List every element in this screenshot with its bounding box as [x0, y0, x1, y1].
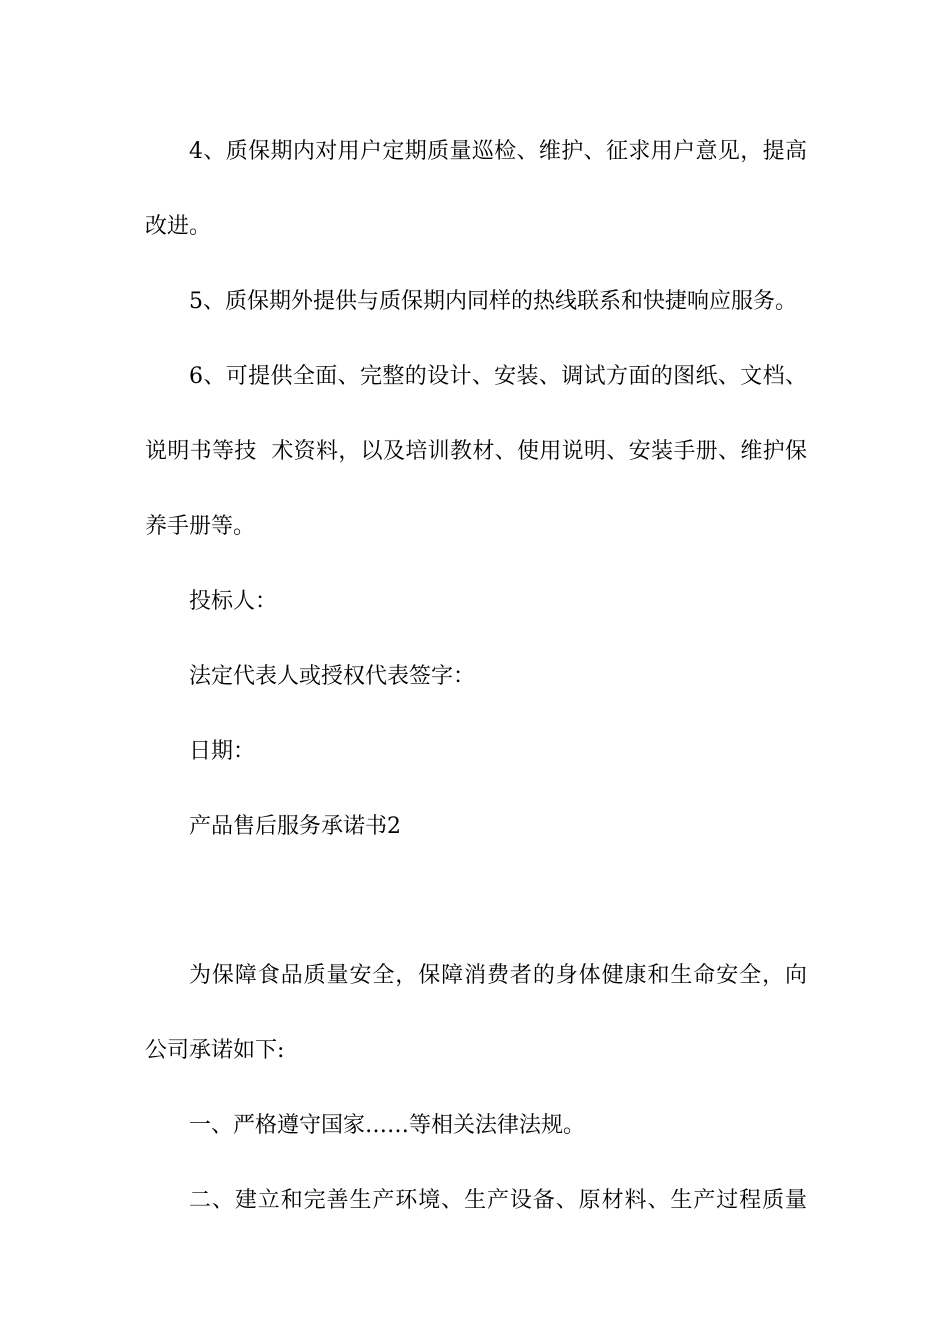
paragraph-item-5: 5、质保期外提供与质保期内同样的热线联系和快捷响应服务。	[189, 289, 797, 314]
section-title: 产品售后服务承诺书2	[189, 814, 401, 839]
date-label: 日期：	[189, 739, 256, 764]
commitment-item-1: 一、严格遵守国家……等相关法律法规。	[189, 1113, 586, 1138]
paragraph-item-6-line-2: 说明书等技 术资料，以及培训教材、使用说明、安装手册、维护保	[145, 439, 807, 464]
paragraph-item-4-line-2: 改进。	[145, 214, 212, 239]
commitment-item-2-line-1: 二、建立和完善生产环境、生产设备、原材料、生产过程质量	[189, 1188, 807, 1213]
bidder-label: 投标人：	[189, 589, 278, 614]
signature-label: 法定代表人或授权代表签字：	[189, 664, 476, 689]
paragraph-item-6-line-1: 6、可提供全面、完整的设计、安装、调试方面的图纸、文档、	[189, 364, 807, 389]
paragraph-item-6-line-3: 养手册等。	[145, 514, 256, 539]
intro-line-1: 为保障食品质量安全，保障消费者的身体健康和生命安全，向	[189, 963, 807, 988]
intro-line-2: 公司承诺如下:	[145, 1038, 285, 1063]
paragraph-item-4-line-1: 4、质保期内对用户定期质量巡检、维护、征求用户意见，提高	[189, 139, 807, 164]
